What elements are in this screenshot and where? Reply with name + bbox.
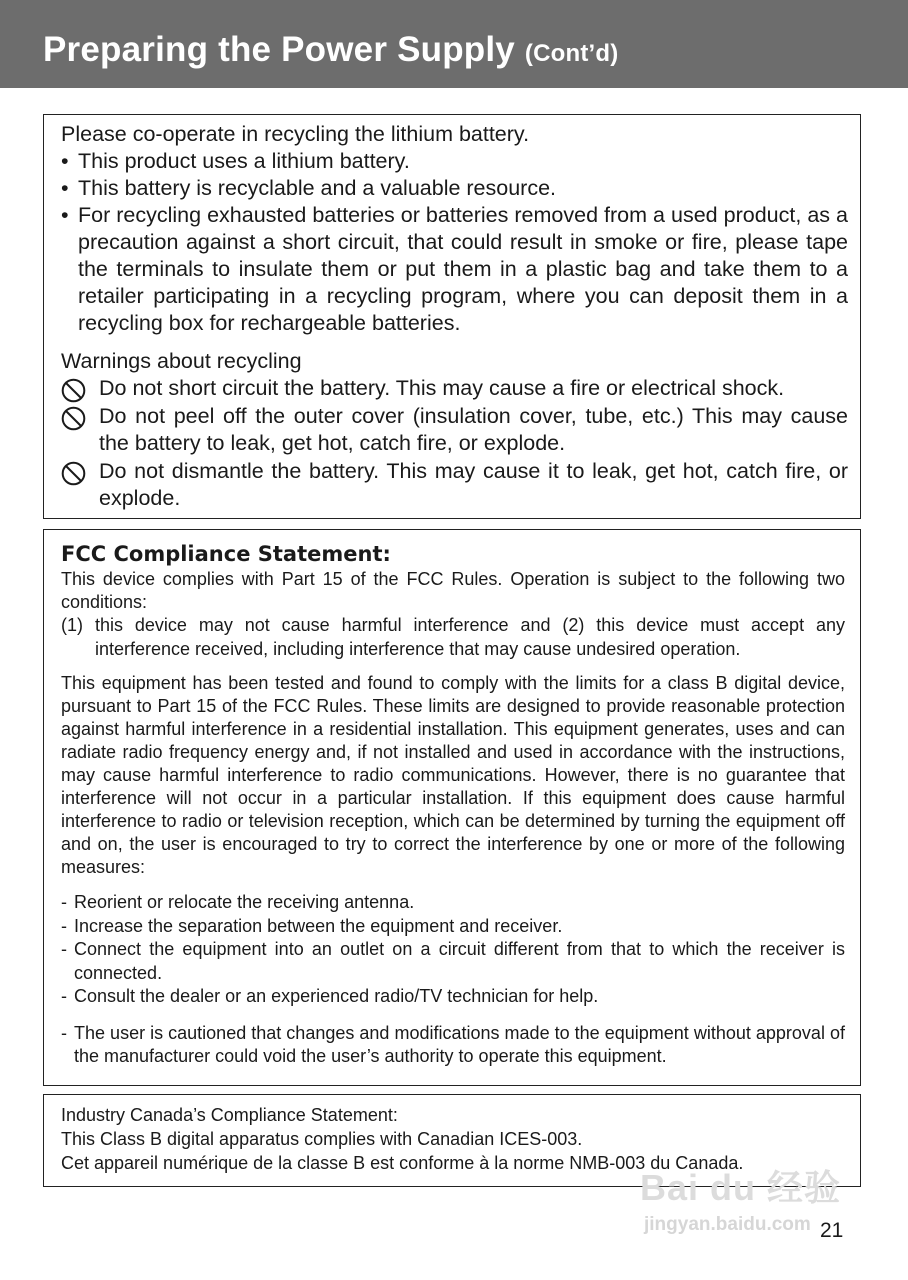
fcc-measures [61, 891, 845, 1009]
measure-item [61, 915, 845, 939]
warning-text: Do not dismantle the battery. This may cause it to leak, get hot, catch fire, or explode. [99, 458, 848, 510]
bullet-symbol: • [61, 203, 69, 227]
recycling-bullet [61, 175, 848, 202]
ic-line-en: This Class B digital apparatus complies with Canadian ICES-003. [61, 1129, 583, 1149]
condition-number: (1) [61, 615, 83, 635]
prohibition-icon [61, 461, 86, 486]
page-title [43, 30, 618, 70]
ic-line-fr: Cet appareil numérique de la classe B est conforme à la norme NMB-003 du Canada. [61, 1153, 744, 1173]
page-title-main: Preparing the Power Supply [43, 30, 515, 69]
prohibition-icon [61, 378, 86, 403]
caution-text: The user is cautioned that changes and modifications made to the equipment without approval of the manufacturer could void the user’s authority to operate this equipment. [74, 1022, 845, 1066]
measure-item [61, 938, 845, 985]
warning-item [61, 458, 848, 513]
measure-text: Connect the equipment into an outlet on a circuit different from that to which the receiver is connected. [74, 939, 845, 983]
warning-item [61, 375, 848, 403]
page-number: 21 [820, 1219, 844, 1242]
fcc-paragraph: This equipment has been tested and found to comply with the limits for a class B digital device, pursuant to Part 15 of the FCC Rules. These limits are designed to provide reasonable protection against harmful interference in a residential installation. This equipment generates, uses and can radiate radio frequency energy and, if not installed and used in accordance with the instructions, may cause harmful interference to radio communications. However, there is no guarantee that interference will not occur in a particular installation. If this equipment does cause harmful interference to radio or television reception, which can be determined by turning the equipment off and on, the user is encouraged to try to correct the interference by one or more of the following measures: [61, 673, 845, 877]
page-header [0, 0, 908, 88]
dash-symbol: - [61, 1022, 67, 1043]
measure-text: Consult the dealer or an experienced radio/TV technician for help. [74, 986, 599, 1006]
measure-text: Reorient or relocate the receiving antenna. [74, 892, 415, 912]
fcc-box [43, 529, 861, 1086]
fcc-title: FCC Compliance Statement: [61, 542, 391, 566]
prohibition-icon [61, 406, 86, 431]
warnings-title: Warnings about recycling [61, 349, 302, 373]
recycling-bullet [61, 202, 848, 337]
warning-text: Do not short circuit the battery. This may cause a fire or electrical shock. [99, 376, 785, 400]
bullet-symbol: • [61, 149, 69, 173]
warning-text: Do not peel off the outer cover (insulation cover, tube, etc.) This may cause the battery to leak, get hot, catch fire, or explode. [99, 403, 848, 455]
dash-symbol: - [61, 986, 67, 1006]
recycling-intro: Please co-operate in recycling the lithium battery. [61, 122, 530, 146]
warning-item [61, 403, 848, 458]
fcc-intro: This device complies with Part 15 of the FCC Rules. Operation is subject to the following two conditions: [61, 569, 845, 612]
recycling-box [43, 114, 861, 519]
measure-item [61, 891, 845, 915]
bullet-text: For recycling exhausted batteries or batteries removed from a used product, as a precaution against a short circuit, that could result in smoke or fire, please tape the terminals to insulate them or put them in a plastic bag and take them to a retailer participating in a recycling program, where you can deposit them in a recycling box for rechargeable batteries. [78, 203, 848, 335]
measure-text: Increase the separation between the equipment and receiver. [74, 915, 563, 936]
ic-title: Industry Canada’s Compliance Statement: [61, 1105, 398, 1125]
dash-symbol: - [61, 939, 67, 959]
watermark-url: jingyan.baidu.com [644, 1214, 811, 1235]
bullet-text: This product uses a lithium battery. [78, 149, 410, 173]
recycling-bullet [61, 148, 848, 175]
fcc-caution [61, 1022, 845, 1069]
bullet-text: This battery is recyclable and a valuable resource. [78, 176, 557, 200]
fcc-condition [61, 614, 845, 661]
dash-symbol: - [61, 915, 67, 936]
measure-item [61, 985, 845, 1009]
bullet-symbol: • [61, 176, 69, 200]
page-title-subtitle: (Cont’d) [524, 40, 619, 67]
watermark-brand: Bai du 经验 [640, 1167, 842, 1208]
condition-text: this device may not cause harmful interference and (2) this device must accept any interference received, including interference that may cause undesired operation. [95, 615, 845, 659]
dash-symbol: - [61, 892, 67, 912]
